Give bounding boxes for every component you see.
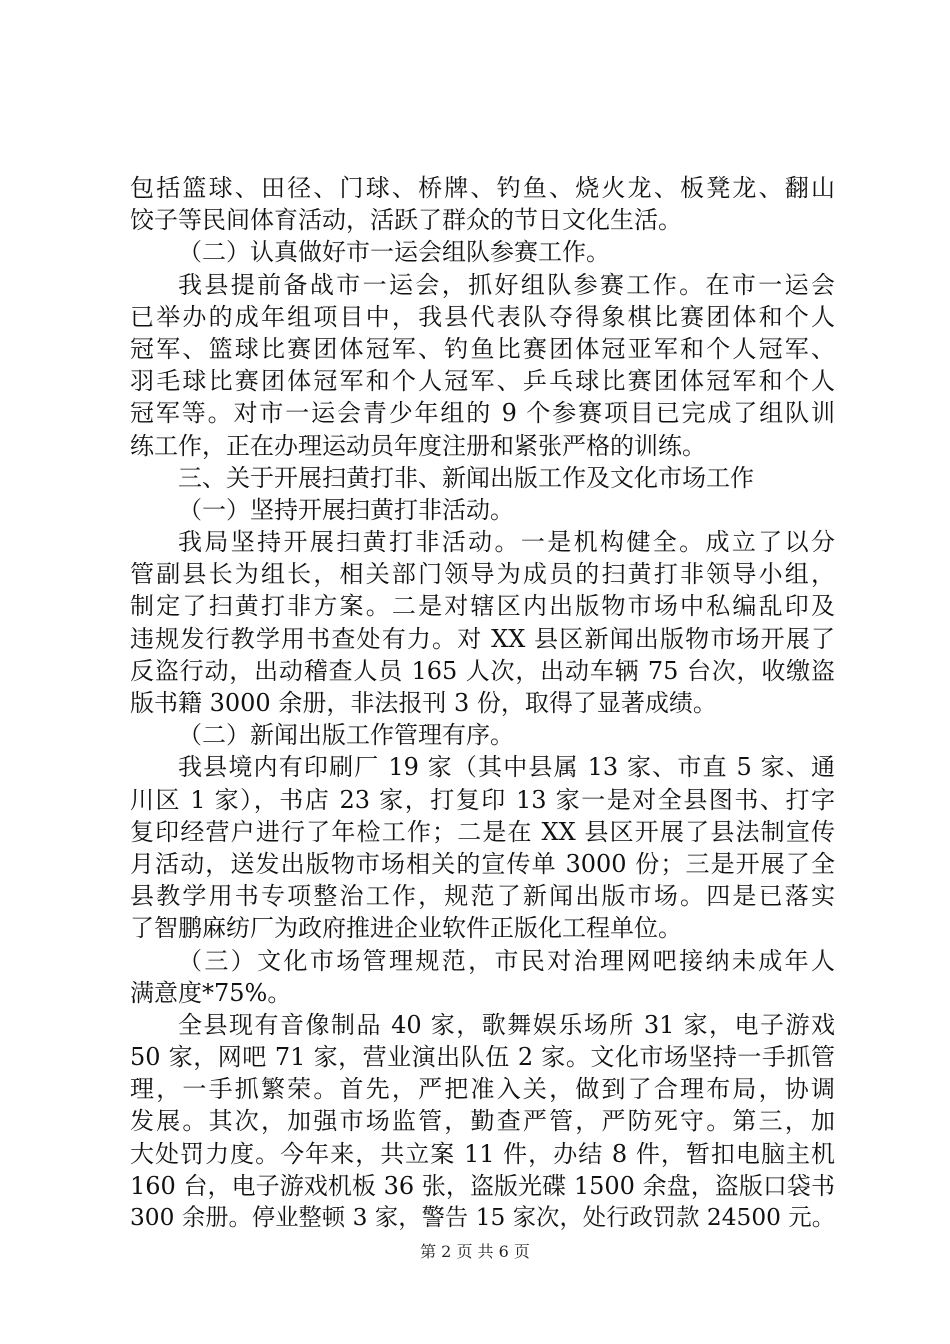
text-line: 练工作，正在办理运动员年度注册和紧张严格的训练。 bbox=[130, 431, 706, 460]
text-line: 我县提前备战市一运会，抓好组队参赛工作。在市一运会 bbox=[178, 270, 835, 299]
text-line: （二）认真做好市一运会组队参赛工作。 bbox=[178, 238, 610, 267]
text-line: 川区 1 家），书店 23 家，打复印 13 家一是对全县图书、打字 bbox=[130, 785, 835, 814]
text-line: 300 余册。停业整顿 3 家，警告 15 家次，处行政罚款 24500 元。 bbox=[130, 1204, 835, 1231]
text-line: 了智鹏麻纺厂为政府推进企业软件正版化工程单位。 bbox=[130, 914, 682, 943]
text-line: 三、关于开展扫黄打非、新闻出版工作及文化市场工作 bbox=[178, 463, 754, 492]
text-line: 复印经营户进行了年检工作；二是在 XX 县区开展了县法制宣传 bbox=[130, 817, 835, 846]
text-line: 全县现有音像制品 40 家，歌舞娱乐场所 31 家，电子游戏 bbox=[178, 1010, 835, 1039]
text-line: 满意度*75%。 bbox=[130, 978, 292, 1007]
text-line: 版书籍 3000 余册，非法报刊 3 份，取得了显著成绩。 bbox=[130, 689, 717, 717]
text-line: 冠军、篮球比赛团体冠军、钓鱼比赛团体冠亚军和个人冠军、 bbox=[130, 334, 835, 363]
text-line: （二）新闻出版工作管理有序。 bbox=[178, 721, 514, 750]
text-line: 反盗行动，出动稽查人员 165 人次，出动车辆 75 台次，收缴盗 bbox=[130, 656, 835, 685]
text-line: 50 家，网吧 71 家，营业演出队伍 2 家。文化市场坚持一手抓管 bbox=[130, 1043, 835, 1072]
text-line: 理，一手抓繁荣。首先，严把准入关，做到了合理布局，协调 bbox=[130, 1075, 835, 1104]
text-line: 管副县长为组长，相关部门领导为成员的扫黄打非领导小组， bbox=[130, 560, 835, 589]
text-line: 大处罚力度。今年来，共立案 11 件，办结 8 件，暂扣电脑主机 bbox=[130, 1139, 835, 1168]
text-line: 160 台，电子游戏机板 36 张，盗版光碟 1500 余盘，盗版口袋书 bbox=[130, 1171, 835, 1200]
text-line: 已举办的成年组项目中，我县代表队夺得象棋比赛团体和个人 bbox=[130, 302, 835, 331]
document-body bbox=[130, 172, 835, 1234]
text-line: 冠军等。对市一运会青少年组的 9 个参赛项目已完成了组队训 bbox=[130, 399, 835, 428]
text-line: 县教学用书专项整治工作，规范了新闻出版市场。四是已落实 bbox=[130, 882, 835, 911]
page-number-footer: 第 2 页 共 6 页 bbox=[420, 1242, 530, 1261]
text-line: 发展。其次，加强市场监管，勤查严管，严防死守。第三，加 bbox=[130, 1107, 835, 1136]
text-line: （三）文化市场管理规范，市民对治理网吧接纳未成年人 bbox=[178, 946, 835, 975]
text-line: 月活动，送发出版物市场相关的宣传单 3000 份；三是开展了全 bbox=[130, 849, 835, 878]
text-line: 我县境内有印刷厂 19 家（其中县属 13 家、市直 5 家、通 bbox=[178, 753, 835, 782]
text-line: 制定了扫黄打非方案。二是对辖区内出版物市场中私编乱印及 bbox=[130, 592, 835, 621]
text-line: 包括篮球、田径、门球、桥牌、钓鱼、烧火龙、板凳龙、翻山 bbox=[130, 174, 835, 202]
text-line: 羽毛球比赛团体冠军和个人冠军、乒乓球比赛团体冠军和个人 bbox=[130, 367, 835, 396]
text-line: （一）坚持开展扫黄打非活动。 bbox=[178, 495, 514, 524]
text-line: 饺子等民间体育活动，活跃了群众的节日文化生活。 bbox=[130, 206, 682, 235]
text-line: 违规发行教学用书查处有力。对 XX 县区新闻出版物市场开展了 bbox=[130, 624, 835, 653]
text-line: 我局坚持开展扫黄打非活动。一是机构健全。成立了以分 bbox=[178, 528, 835, 557]
